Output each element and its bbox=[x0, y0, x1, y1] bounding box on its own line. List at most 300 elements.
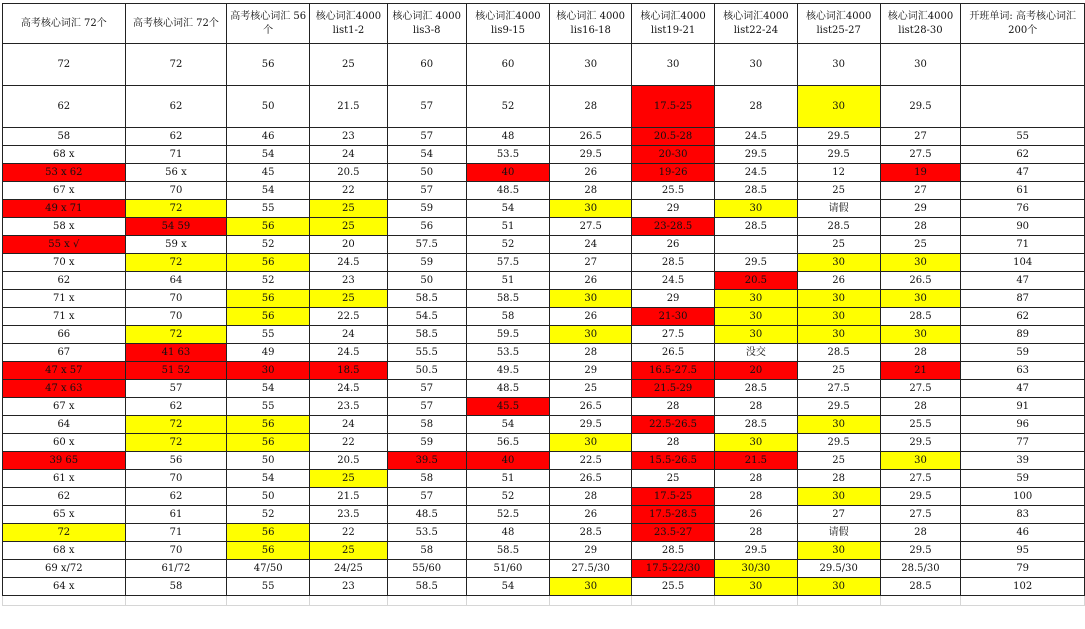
table-cell[interactable]: 39 65 bbox=[3, 452, 126, 470]
table-cell[interactable]: 30 bbox=[880, 326, 961, 344]
table-cell[interactable]: 48.5 bbox=[466, 182, 550, 200]
table-cell[interactable]: 28.5 bbox=[797, 218, 880, 236]
table-cell[interactable]: 24.5 bbox=[715, 164, 798, 182]
table-cell[interactable]: 30 bbox=[797, 44, 880, 86]
table-cell[interactable]: 83 bbox=[961, 506, 1085, 524]
table-cell[interactable]: 30 bbox=[797, 578, 880, 596]
table-cell[interactable]: 28.5 bbox=[632, 542, 715, 560]
table-cell[interactable]: 25 bbox=[310, 200, 388, 218]
table-cell[interactable]: 64 x bbox=[3, 578, 126, 596]
table-cell[interactable]: 41 63 bbox=[125, 344, 227, 362]
table-cell[interactable]: 62 bbox=[3, 488, 126, 506]
table-cell[interactable]: 54.5 bbox=[387, 308, 466, 326]
table-cell[interactable]: 25.5 bbox=[632, 182, 715, 200]
table-cell[interactable]: 54 bbox=[466, 200, 550, 218]
table-cell[interactable]: 70 bbox=[125, 308, 227, 326]
table-cell[interactable]: 58 bbox=[466, 308, 550, 326]
table-cell[interactable]: 45.5 bbox=[466, 398, 550, 416]
table-cell[interactable]: 29.5 bbox=[715, 254, 798, 272]
table-cell[interactable]: 58.5 bbox=[387, 326, 466, 344]
table-cell[interactable]: 29.5 bbox=[880, 434, 961, 452]
table-cell[interactable]: 20 bbox=[715, 362, 798, 380]
table-cell[interactable]: 71 bbox=[125, 146, 227, 164]
table-cell[interactable]: 50 bbox=[227, 86, 310, 128]
table-cell[interactable]: 57 bbox=[387, 128, 466, 146]
table-cell[interactable]: 28.5/30 bbox=[880, 560, 961, 578]
table-cell[interactable]: 30 bbox=[797, 254, 880, 272]
table-cell[interactable]: 48 bbox=[466, 128, 550, 146]
table-cell[interactable]: 102 bbox=[961, 578, 1085, 596]
table-cell[interactable]: 47 bbox=[961, 380, 1085, 398]
table-cell[interactable]: 21 bbox=[880, 362, 961, 380]
table-cell[interactable]: 51/60 bbox=[466, 560, 550, 578]
table-cell[interactable]: 54 bbox=[227, 182, 310, 200]
table-cell[interactable]: 56 bbox=[227, 44, 310, 86]
table-cell[interactable]: 30 bbox=[880, 290, 961, 308]
table-cell[interactable]: 25 bbox=[310, 44, 388, 86]
table-cell[interactable]: 58.5 bbox=[466, 290, 550, 308]
table-cell[interactable]: 25.5 bbox=[880, 416, 961, 434]
table-cell[interactable]: 48 bbox=[466, 524, 550, 542]
table-cell[interactable]: 72 bbox=[125, 200, 227, 218]
table-cell[interactable]: 30 bbox=[797, 416, 880, 434]
table-cell[interactable]: 17.5-22/30 bbox=[632, 560, 715, 578]
table-cell[interactable]: 26.5 bbox=[632, 344, 715, 362]
table-cell[interactable]: 20.5 bbox=[715, 272, 798, 290]
table-cell[interactable]: 30 bbox=[715, 290, 798, 308]
table-cell[interactable]: 28.5 bbox=[550, 524, 632, 542]
table-cell[interactable]: 30/30 bbox=[715, 560, 798, 578]
table-cell[interactable]: 56 bbox=[227, 542, 310, 560]
table-cell[interactable]: 30 bbox=[880, 254, 961, 272]
table-cell[interactable]: 89 bbox=[961, 326, 1085, 344]
table-cell[interactable]: 29.5 bbox=[880, 488, 961, 506]
table-cell[interactable]: 50 bbox=[387, 164, 466, 182]
table-cell[interactable]: 56 bbox=[387, 218, 466, 236]
table-cell[interactable]: 77 bbox=[961, 434, 1085, 452]
table-cell[interactable]: 27.5 bbox=[632, 326, 715, 344]
table-cell[interactable]: 29.5 bbox=[880, 542, 961, 560]
table-cell[interactable]: 57 bbox=[387, 182, 466, 200]
table-cell[interactable]: 72 bbox=[125, 44, 227, 86]
table-cell[interactable]: 45 bbox=[227, 164, 310, 182]
table-cell[interactable]: 76 bbox=[961, 200, 1085, 218]
table-cell[interactable]: 50 bbox=[227, 452, 310, 470]
table-cell[interactable]: 79 bbox=[961, 560, 1085, 578]
table-cell[interactable]: 28 bbox=[715, 86, 798, 128]
table-cell[interactable]: 29 bbox=[550, 542, 632, 560]
table-cell[interactable]: 24.5 bbox=[310, 254, 388, 272]
table-cell[interactable]: 23-28.5 bbox=[632, 218, 715, 236]
table-cell[interactable]: 26 bbox=[797, 272, 880, 290]
table-cell[interactable]: 没交 bbox=[715, 344, 798, 362]
table-cell[interactable]: 25.5 bbox=[632, 578, 715, 596]
table-cell[interactable]: 67 bbox=[3, 344, 126, 362]
table-cell[interactable]: 67 x bbox=[3, 182, 126, 200]
table-cell[interactable]: 47 x 57 bbox=[3, 362, 126, 380]
table-cell[interactable] bbox=[961, 86, 1085, 128]
empty-cell[interactable] bbox=[880, 596, 961, 606]
table-cell[interactable]: 52 bbox=[466, 236, 550, 254]
table-cell[interactable]: 60 x bbox=[3, 434, 126, 452]
table-cell[interactable]: 12 bbox=[797, 164, 880, 182]
table-cell[interactable]: 55 x √ bbox=[3, 236, 126, 254]
table-cell[interactable]: 28.5 bbox=[715, 182, 798, 200]
table-cell[interactable]: 27.5 bbox=[550, 218, 632, 236]
table-cell[interactable]: 39 bbox=[961, 452, 1085, 470]
table-cell[interactable]: 26.5 bbox=[550, 128, 632, 146]
table-cell[interactable]: 72 bbox=[125, 434, 227, 452]
table-cell[interactable]: 30 bbox=[715, 200, 798, 218]
table-cell[interactable]: 21.5 bbox=[310, 488, 388, 506]
table-cell[interactable]: 30 bbox=[797, 326, 880, 344]
table-cell[interactable]: 55 bbox=[227, 398, 310, 416]
table-cell[interactable]: 27.5 bbox=[797, 380, 880, 398]
table-cell[interactable]: 48.5 bbox=[466, 380, 550, 398]
table-cell[interactable]: 50.5 bbox=[387, 362, 466, 380]
table-cell[interactable]: 55.5 bbox=[387, 344, 466, 362]
table-cell[interactable]: 52 bbox=[466, 488, 550, 506]
table-cell[interactable]: 30 bbox=[550, 434, 632, 452]
table-cell[interactable]: 请假 bbox=[797, 200, 880, 218]
table-cell[interactable]: 15.5-26.5 bbox=[632, 452, 715, 470]
table-cell[interactable]: 58 bbox=[387, 542, 466, 560]
table-cell[interactable]: 62 bbox=[961, 146, 1085, 164]
table-cell[interactable]: 62 bbox=[961, 308, 1085, 326]
table-cell[interactable]: 21.5 bbox=[310, 86, 388, 128]
table-cell[interactable]: 95 bbox=[961, 542, 1085, 560]
table-cell[interactable]: 24.5 bbox=[632, 272, 715, 290]
table-cell[interactable]: 29 bbox=[632, 290, 715, 308]
table-cell[interactable]: 24 bbox=[310, 146, 388, 164]
table-cell[interactable]: 70 bbox=[125, 290, 227, 308]
table-cell[interactable]: 28 bbox=[715, 470, 798, 488]
table-cell[interactable]: 28 bbox=[715, 488, 798, 506]
table-cell[interactable]: 23 bbox=[310, 128, 388, 146]
table-cell[interactable]: 19-26 bbox=[632, 164, 715, 182]
table-cell[interactable]: 54 bbox=[466, 416, 550, 434]
table-cell[interactable]: 24/25 bbox=[310, 560, 388, 578]
table-cell[interactable]: 68 x bbox=[3, 146, 126, 164]
table-cell[interactable]: 57.5 bbox=[466, 254, 550, 272]
table-cell[interactable]: 64 bbox=[125, 272, 227, 290]
table-cell[interactable]: 59 bbox=[387, 254, 466, 272]
table-cell[interactable]: 29 bbox=[632, 200, 715, 218]
table-cell[interactable]: 61 x bbox=[3, 470, 126, 488]
table-cell[interactable]: 56 bbox=[227, 416, 310, 434]
table-cell[interactable]: 25 bbox=[797, 182, 880, 200]
table-cell[interactable]: 62 bbox=[125, 128, 227, 146]
table-cell[interactable]: 21-30 bbox=[632, 308, 715, 326]
table-cell[interactable]: 65 x bbox=[3, 506, 126, 524]
table-cell[interactable]: 28 bbox=[880, 524, 961, 542]
table-cell[interactable]: 23 bbox=[310, 578, 388, 596]
table-cell[interactable]: 58 bbox=[387, 416, 466, 434]
table-cell[interactable]: 24 bbox=[550, 236, 632, 254]
table-cell[interactable]: 30 bbox=[550, 290, 632, 308]
table-cell[interactable]: 25 bbox=[797, 452, 880, 470]
table-cell[interactable]: 52.5 bbox=[466, 506, 550, 524]
table-cell[interactable]: 62 bbox=[125, 398, 227, 416]
table-cell[interactable]: 55/60 bbox=[387, 560, 466, 578]
table-cell[interactable]: 56 bbox=[227, 254, 310, 272]
table-cell[interactable]: 59 bbox=[961, 344, 1085, 362]
table-cell[interactable]: 23.5 bbox=[310, 398, 388, 416]
table-cell[interactable]: 54 bbox=[227, 380, 310, 398]
empty-cell[interactable] bbox=[310, 596, 388, 606]
table-cell[interactable]: 30 bbox=[797, 290, 880, 308]
table-cell[interactable]: 20.5 bbox=[310, 164, 388, 182]
table-cell[interactable]: 54 59 bbox=[125, 218, 227, 236]
table-cell[interactable]: 30 bbox=[880, 452, 961, 470]
table-cell[interactable]: 52 bbox=[227, 236, 310, 254]
table-cell[interactable]: 47 bbox=[961, 272, 1085, 290]
table-cell[interactable]: 28 bbox=[550, 488, 632, 506]
table-cell[interactable]: 54 bbox=[227, 470, 310, 488]
table-cell[interactable]: 30 bbox=[632, 44, 715, 86]
table-cell[interactable]: 28 bbox=[550, 86, 632, 128]
table-cell[interactable]: 24 bbox=[310, 416, 388, 434]
table-cell[interactable]: 71 x bbox=[3, 308, 126, 326]
table-cell[interactable]: 58.5 bbox=[466, 542, 550, 560]
empty-cell[interactable] bbox=[797, 596, 880, 606]
table-cell[interactable]: 28.5 bbox=[797, 344, 880, 362]
table-cell[interactable]: 25 bbox=[797, 362, 880, 380]
table-cell[interactable]: 47 x 63 bbox=[3, 380, 126, 398]
table-cell[interactable]: 30 bbox=[797, 308, 880, 326]
table-cell[interactable]: 29.5 bbox=[880, 86, 961, 128]
table-cell[interactable] bbox=[961, 44, 1085, 86]
table-cell[interactable]: 52 bbox=[466, 86, 550, 128]
table-cell[interactable]: 49 x 71 bbox=[3, 200, 126, 218]
table-cell[interactable]: 62 bbox=[3, 86, 126, 128]
table-cell[interactable]: 46 bbox=[227, 128, 310, 146]
table-cell[interactable]: 23.5-27 bbox=[632, 524, 715, 542]
table-cell[interactable]: 29 bbox=[880, 200, 961, 218]
empty-cell[interactable] bbox=[466, 596, 550, 606]
table-cell[interactable]: 25 bbox=[632, 470, 715, 488]
table-cell[interactable]: 28 bbox=[715, 398, 798, 416]
table-cell[interactable]: 56 bbox=[227, 290, 310, 308]
table-cell[interactable]: 26 bbox=[550, 506, 632, 524]
table-cell[interactable]: 59 bbox=[961, 470, 1085, 488]
table-cell[interactable]: 27.5 bbox=[880, 506, 961, 524]
table-cell[interactable]: 52 bbox=[227, 272, 310, 290]
table-cell[interactable]: 20.5-28 bbox=[632, 128, 715, 146]
table-cell[interactable]: 70 x bbox=[3, 254, 126, 272]
table-cell[interactable]: 91 bbox=[961, 398, 1085, 416]
table-cell[interactable]: 16.5-27.5 bbox=[632, 362, 715, 380]
table-cell[interactable]: 58 bbox=[3, 128, 126, 146]
table-cell[interactable]: 52 bbox=[227, 506, 310, 524]
table-cell[interactable]: 17.5-25 bbox=[632, 488, 715, 506]
table-cell[interactable]: 87 bbox=[961, 290, 1085, 308]
table-cell[interactable]: 22 bbox=[310, 434, 388, 452]
table-cell[interactable]: 59 x bbox=[125, 236, 227, 254]
table-cell[interactable]: 61 bbox=[961, 182, 1085, 200]
table-cell[interactable]: 54 bbox=[466, 578, 550, 596]
table-cell[interactable]: 26.5 bbox=[550, 470, 632, 488]
table-cell[interactable]: 40 bbox=[466, 164, 550, 182]
table-cell[interactable]: 27 bbox=[880, 182, 961, 200]
table-cell[interactable]: 59 bbox=[387, 434, 466, 452]
empty-cell[interactable] bbox=[227, 596, 310, 606]
table-cell[interactable]: 56 bbox=[125, 452, 227, 470]
table-cell[interactable]: 19 bbox=[880, 164, 961, 182]
table-cell[interactable]: 28.5 bbox=[715, 218, 798, 236]
table-cell[interactable]: 28 bbox=[715, 524, 798, 542]
table-cell[interactable]: 59.5 bbox=[466, 326, 550, 344]
table-cell[interactable]: 56 x bbox=[125, 164, 227, 182]
table-cell[interactable]: 30 bbox=[715, 308, 798, 326]
table-cell[interactable]: 57 bbox=[125, 380, 227, 398]
table-cell[interactable]: 26 bbox=[550, 164, 632, 182]
table-cell[interactable]: 54 bbox=[227, 146, 310, 164]
table-cell[interactable]: 56 bbox=[227, 218, 310, 236]
table-cell[interactable]: 27.5 bbox=[880, 470, 961, 488]
table-cell[interactable]: 27 bbox=[797, 506, 880, 524]
table-cell[interactable]: 51 bbox=[466, 272, 550, 290]
table-cell[interactable]: 40 bbox=[466, 452, 550, 470]
table-cell[interactable]: 18.5 bbox=[310, 362, 388, 380]
table-cell[interactable]: 23.5 bbox=[310, 506, 388, 524]
table-cell[interactable]: 30 bbox=[550, 200, 632, 218]
table-cell[interactable]: 30 bbox=[715, 578, 798, 596]
table-cell[interactable]: 27.5/30 bbox=[550, 560, 632, 578]
table-cell[interactable]: 24.5 bbox=[310, 344, 388, 362]
table-cell[interactable]: 27 bbox=[550, 254, 632, 272]
table-cell[interactable]: 57 bbox=[387, 398, 466, 416]
table-cell[interactable]: 47/50 bbox=[227, 560, 310, 578]
table-cell[interactable]: 29.5 bbox=[797, 398, 880, 416]
table-cell[interactable]: 29.5 bbox=[797, 146, 880, 164]
table-cell[interactable]: 28 bbox=[880, 344, 961, 362]
empty-cell[interactable] bbox=[387, 596, 466, 606]
table-cell[interactable]: 54 bbox=[387, 146, 466, 164]
table-cell[interactable]: 25 bbox=[310, 542, 388, 560]
table-cell[interactable]: 26.5 bbox=[880, 272, 961, 290]
table-cell[interactable]: 90 bbox=[961, 218, 1085, 236]
table-cell[interactable]: 22.5 bbox=[310, 308, 388, 326]
table-cell[interactable]: 67 x bbox=[3, 398, 126, 416]
table-cell[interactable]: 27 bbox=[880, 128, 961, 146]
table-cell[interactable]: 26 bbox=[632, 236, 715, 254]
table-cell[interactable]: 104 bbox=[961, 254, 1085, 272]
table-cell[interactable]: 55 bbox=[227, 326, 310, 344]
table-cell[interactable]: 49 bbox=[227, 344, 310, 362]
table-cell[interactable]: 62 bbox=[3, 272, 126, 290]
table-cell[interactable]: 30 bbox=[715, 434, 798, 452]
table-cell[interactable]: 请假 bbox=[797, 524, 880, 542]
table-cell[interactable]: 30 bbox=[715, 326, 798, 344]
table-cell[interactable]: 25 bbox=[310, 470, 388, 488]
table-cell[interactable]: 68 x bbox=[3, 542, 126, 560]
table-cell[interactable]: 25 bbox=[550, 380, 632, 398]
table-cell[interactable]: 25 bbox=[880, 236, 961, 254]
table-cell[interactable]: 28 bbox=[797, 470, 880, 488]
table-cell[interactable]: 22 bbox=[310, 182, 388, 200]
table-cell[interactable]: 30 bbox=[797, 86, 880, 128]
table-cell[interactable]: 17.5-25 bbox=[632, 86, 715, 128]
table-cell[interactable]: 59 bbox=[387, 200, 466, 218]
table-cell[interactable]: 55 bbox=[227, 200, 310, 218]
table-cell[interactable]: 29.5 bbox=[715, 542, 798, 560]
table-cell[interactable]: 53.5 bbox=[466, 146, 550, 164]
table-cell[interactable]: 22.5 bbox=[550, 452, 632, 470]
table-cell[interactable]: 61 bbox=[125, 506, 227, 524]
table-cell[interactable]: 29.5 bbox=[715, 146, 798, 164]
table-cell[interactable]: 72 bbox=[125, 254, 227, 272]
table-cell[interactable]: 17.5-28.5 bbox=[632, 506, 715, 524]
table-cell[interactable]: 50 bbox=[227, 488, 310, 506]
table-cell[interactable]: 29 bbox=[550, 362, 632, 380]
table-cell[interactable]: 20.5 bbox=[310, 452, 388, 470]
table-cell[interactable]: 30 bbox=[550, 326, 632, 344]
table-cell[interactable]: 96 bbox=[961, 416, 1085, 434]
table-cell[interactable]: 51 bbox=[466, 218, 550, 236]
table-cell[interactable]: 72 bbox=[3, 524, 126, 542]
empty-cell[interactable] bbox=[632, 596, 715, 606]
table-cell[interactable]: 61/72 bbox=[125, 560, 227, 578]
table-cell[interactable]: 30 bbox=[550, 44, 632, 86]
table-cell[interactable]: 66 bbox=[3, 326, 126, 344]
table-cell[interactable]: 57.5 bbox=[387, 236, 466, 254]
table-cell[interactable]: 71 bbox=[125, 524, 227, 542]
table-cell[interactable]: 20-30 bbox=[632, 146, 715, 164]
table-cell[interactable]: 25 bbox=[310, 218, 388, 236]
table-cell[interactable]: 72 bbox=[125, 326, 227, 344]
table-cell[interactable]: 28 bbox=[880, 398, 961, 416]
table-cell[interactable]: 26 bbox=[550, 272, 632, 290]
table-cell[interactable]: 28.5 bbox=[880, 308, 961, 326]
table-cell[interactable]: 28 bbox=[550, 182, 632, 200]
table-cell[interactable]: 22.5-26.5 bbox=[632, 416, 715, 434]
table-cell[interactable]: 70 bbox=[125, 182, 227, 200]
empty-cell[interactable] bbox=[125, 596, 227, 606]
table-cell[interactable]: 26 bbox=[715, 506, 798, 524]
table-cell[interactable]: 71 bbox=[961, 236, 1085, 254]
table-cell[interactable]: 63 bbox=[961, 362, 1085, 380]
table-cell[interactable]: 27.5 bbox=[880, 146, 961, 164]
table-cell[interactable]: 28 bbox=[880, 218, 961, 236]
table-cell[interactable]: 50 bbox=[387, 272, 466, 290]
table-cell[interactable]: 58.5 bbox=[387, 290, 466, 308]
table-cell[interactable]: 56.5 bbox=[466, 434, 550, 452]
table-cell[interactable]: 28 bbox=[632, 434, 715, 452]
empty-cell[interactable] bbox=[715, 596, 798, 606]
table-cell[interactable]: 28 bbox=[632, 398, 715, 416]
table-cell[interactable]: 26.5 bbox=[550, 398, 632, 416]
table-cell[interactable]: 55 bbox=[227, 578, 310, 596]
table-cell[interactable]: 30 bbox=[797, 542, 880, 560]
table-cell[interactable]: 29.5 bbox=[797, 128, 880, 146]
table-cell[interactable]: 22 bbox=[310, 524, 388, 542]
table-cell[interactable]: 49.5 bbox=[466, 362, 550, 380]
table-cell[interactable]: 72 bbox=[3, 44, 126, 86]
table-cell[interactable]: 58.5 bbox=[387, 578, 466, 596]
table-cell[interactable]: 28.5 bbox=[715, 380, 798, 398]
table-cell[interactable]: 27.5 bbox=[880, 380, 961, 398]
table-cell[interactable]: 57 bbox=[387, 488, 466, 506]
table-cell[interactable]: 58 bbox=[387, 470, 466, 488]
table-cell[interactable]: 29.5 bbox=[550, 146, 632, 164]
table-cell[interactable]: 28.5 bbox=[715, 416, 798, 434]
table-cell[interactable]: 25 bbox=[797, 236, 880, 254]
table-cell[interactable]: 57 bbox=[387, 86, 466, 128]
table-cell[interactable]: 72 bbox=[125, 416, 227, 434]
table-cell[interactable]: 100 bbox=[961, 488, 1085, 506]
table-cell[interactable]: 30 bbox=[227, 362, 310, 380]
